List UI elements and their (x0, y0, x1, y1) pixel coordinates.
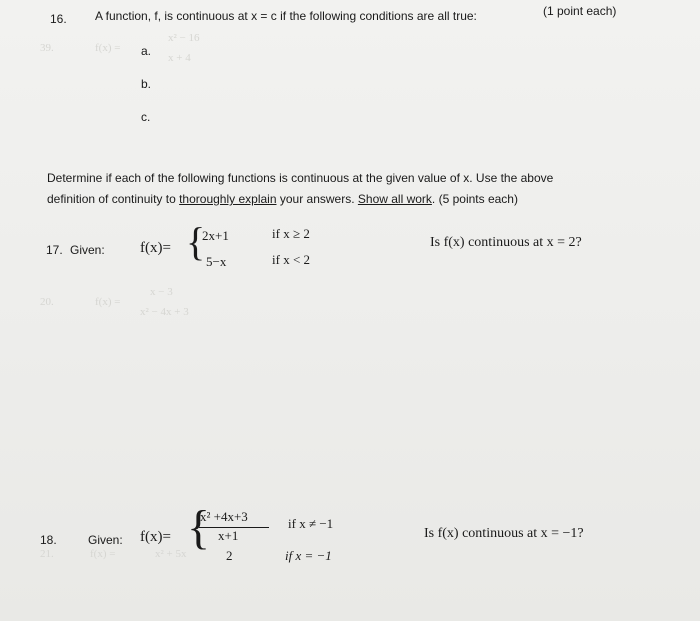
piece-expression: 2 (226, 548, 233, 563)
question-number: 16. (50, 12, 67, 26)
instructions-text: definition of continuity to (47, 192, 176, 206)
fraction-numerator: x² +4x+3 (200, 509, 248, 524)
bleed-through-mark: f(x) = (95, 42, 121, 54)
bleed-through-mark: x + 4 (168, 52, 191, 64)
instructions-text: your answers. (279, 192, 355, 206)
continuity-question: Is f(x) continuous at x = 2? (430, 235, 582, 250)
question-number: 18. (40, 533, 57, 547)
given-label: Given: (88, 533, 123, 547)
points-label: (1 point each) (543, 4, 617, 18)
piecewise-brace: { (187, 501, 211, 554)
continuity-question: Is f(x) continuous at x = −1? (424, 526, 584, 541)
question-number: 17. (46, 243, 63, 257)
piece-condition: if x ≠ −1 (288, 516, 334, 531)
piecewise-brace: { (186, 219, 206, 264)
piece-condition: if x ≥ 2 (272, 226, 310, 241)
bleed-through-mark: f(x) = (90, 548, 116, 560)
condition-label-a: a. (141, 44, 152, 58)
function-name: f(x)= (140, 240, 171, 256)
fraction-denominator: x+1 (218, 528, 239, 543)
bleed-through-mark: x² − 16 (168, 32, 200, 44)
function-name: f(x)= (140, 529, 171, 545)
condition-label-c: c. (141, 110, 151, 124)
piece-expression: 2x+1 (202, 228, 229, 243)
bleed-through-mark: 20. (40, 296, 54, 308)
question-16-stem: A function, f, is continuous at x = c if the following conditions are all true: (95, 9, 477, 23)
instructions-emphasis: Show all work (357, 192, 432, 206)
instructions-text: . (5 points each) (431, 192, 518, 206)
bleed-through-mark: f(x) = (95, 296, 121, 308)
piece-expression: 5−x (206, 254, 227, 269)
given-label: Given: (70, 243, 105, 257)
bleed-through-mark: x − 3 (150, 286, 173, 298)
bleed-through-mark: x² − 4x + 3 (140, 306, 189, 318)
bleed-through-mark: 39. (40, 42, 54, 54)
condition-label-b: b. (141, 77, 152, 91)
piece-condition: if x < 2 (272, 252, 311, 267)
instructions-line-2 (47, 192, 518, 206)
bleed-through-mark: 21. (40, 548, 54, 560)
instructions-line-1: Determine if each of the following functions is continuous at the given value of x. Use the above (47, 171, 554, 185)
piece-condition: if x = −1 (285, 548, 332, 563)
instructions-emphasis: thoroughly explain (179, 192, 277, 206)
bleed-through-mark: x² + 5x (155, 548, 187, 560)
